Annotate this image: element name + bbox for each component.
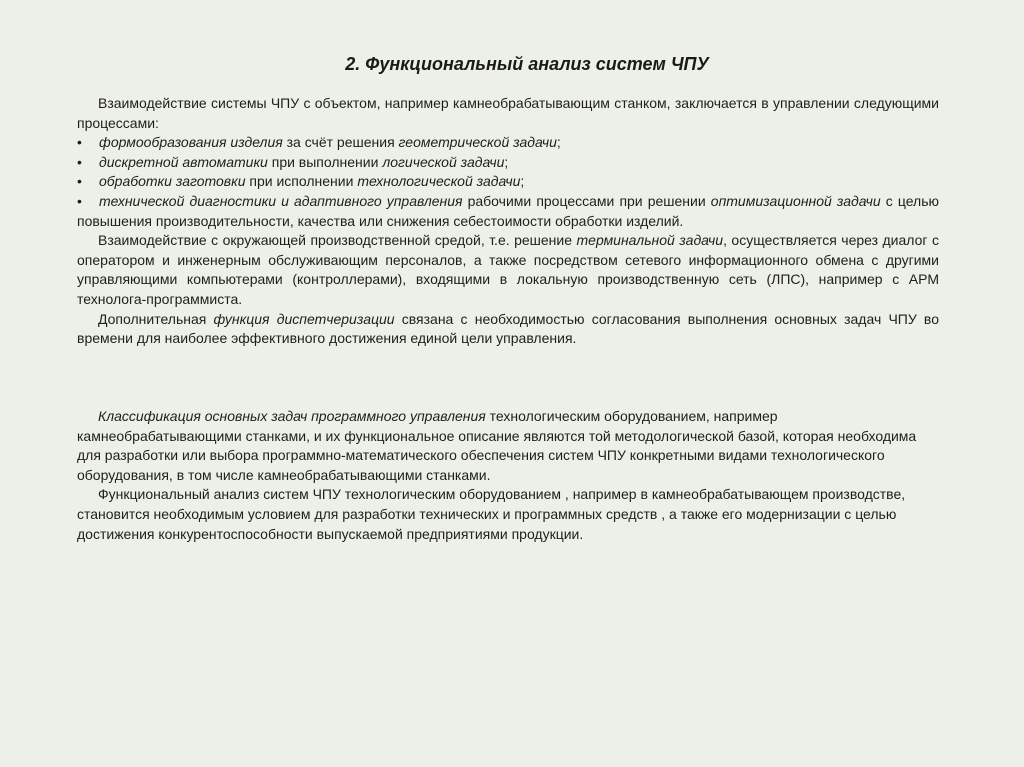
body-text: ; — [556, 134, 561, 151]
bullet-marker: • — [77, 173, 82, 190]
emphasis-text: технологической задачи — [357, 173, 521, 190]
body-text: технологическим оборудованием, например камнеобрабатывающими станками, и их функциональное описание являются той методологической базой, которая необходима для разработки или выбора программно-математического обеспечения систем ЧПУ конкретными видами технологического оборудования, в том числе камнеобрабатывающими станками. — [77, 408, 917, 483]
body-text: с целью повышения производительности, качества или снижения себестоимости обработки изделий. — [77, 192, 939, 229]
emphasis-text: логической задачи — [382, 153, 505, 170]
environment-paragraph — [77, 231, 939, 309]
emphasis-text: дискретной автоматики — [99, 153, 268, 170]
emphasis-text: обработки заготовки — [99, 173, 246, 190]
intro-paragraph: Взаимодействие системы ЧПУ с объектом, например камнеобрабатывающим станком, заключается в управлении следующими процессами: — [77, 95, 939, 131]
body-text: при исполнении — [245, 173, 358, 190]
body-text: за счёт решения — [282, 134, 399, 151]
bullet-marker: • — [77, 153, 82, 170]
bullet-marker: • — [77, 192, 82, 209]
emphasis-text: Классификация основных задач программного управления — [98, 408, 486, 424]
body-text: ; — [504, 153, 509, 170]
list-item — [77, 153, 939, 173]
functional-analysis-paragraph: Функциональный анализ систем ЧПУ технологическим оборудованием , например в камнеобрабатывающем производстве, становится необходимым условием для разработки технических и программных средств , а также его модернизации с целью достижения конкурентоспособности выпускаемой предприятиями продукции. — [77, 486, 906, 542]
emphasis-text: терминальной задачи — [576, 232, 724, 249]
list-item — [77, 172, 939, 192]
body-text: рабочими процессами при решении — [462, 192, 711, 209]
emphasis-text: функция диспетчеризации — [213, 310, 395, 327]
body-text: ; — [520, 173, 525, 190]
bullet-marker: • — [77, 134, 82, 151]
emphasis-text: оптимизационной задачи — [710, 192, 881, 209]
emphasis-text: формообразования изделия — [99, 134, 283, 151]
dispatch-paragraph — [77, 310, 939, 349]
body-text: связана с необходимостью согласования выполнения основных задач ЧПУ во времени для наиболее эффективного достижения единой цели управления. — [77, 310, 939, 347]
page-title: 2. Функциональный анализ систем ЧПУ — [345, 54, 709, 74]
classification-paragraph — [77, 407, 939, 485]
body-text: Взаимодействие с окружающей производственной средой, т.е. решение — [98, 232, 577, 249]
emphasis-text: технической диагностики и адаптивного управления — [99, 192, 463, 209]
content-block-secondary — [77, 407, 939, 544]
list-item — [77, 133, 939, 153]
content-block-main — [77, 94, 939, 349]
emphasis-text: геометрической задачи — [398, 134, 557, 151]
body-text: , осуществляется через диалог с оператором и инженерным обслуживающим персоналов, а также посредством сетевого информационного обмена с другими управляющими компьютерами (контроллерами), входящими в локальную производственную сеть (ЛПС), например с АРМ технолога-программиста. — [77, 232, 939, 307]
body-text: при выполнении — [267, 153, 383, 170]
body-text: Дополнительная — [98, 310, 214, 327]
list-item — [77, 192, 939, 231]
